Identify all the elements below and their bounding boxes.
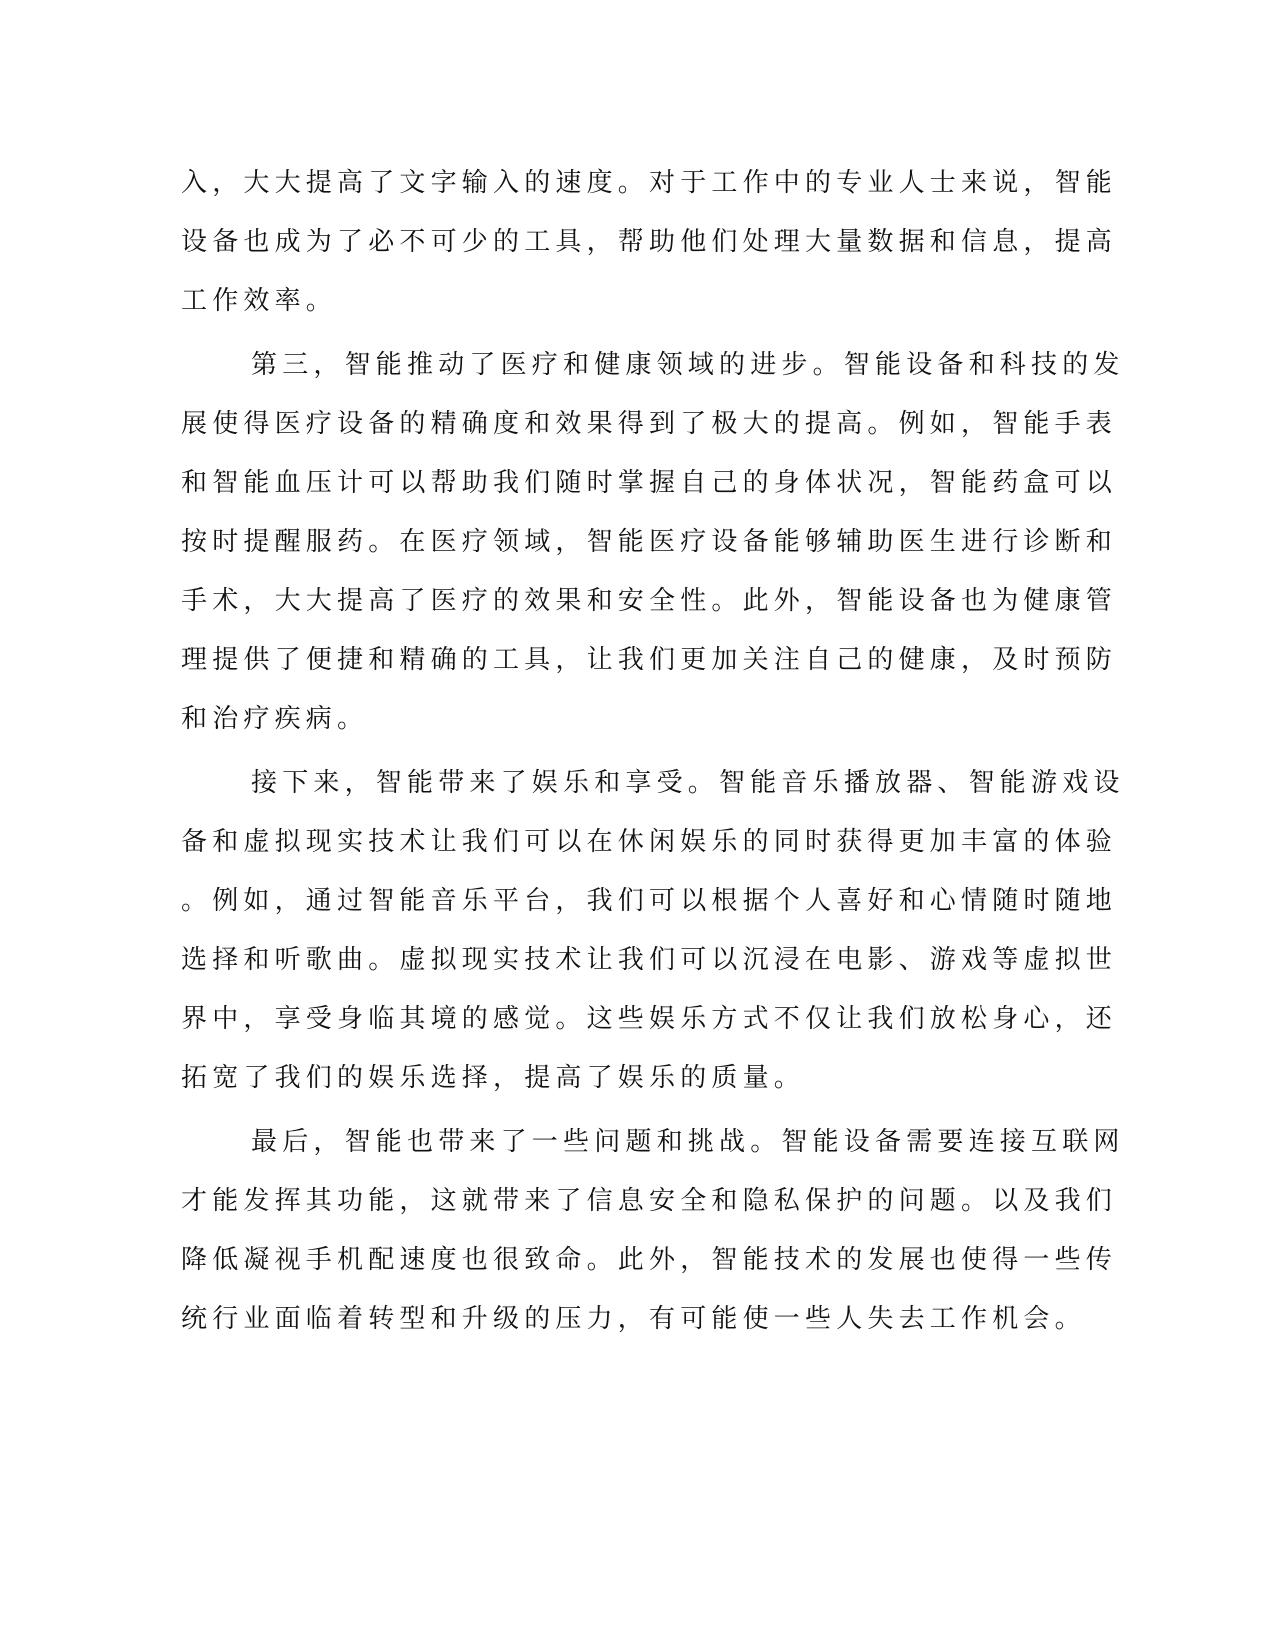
paragraph-medical bbox=[181, 336, 1125, 749]
text-line: 第三，智能推动了医疗和健康领域的进步。智能设备和科技的发 bbox=[251, 350, 1125, 380]
text-line: 理提供了便捷和精确的工具，让我们更加关注自己的健康，及时预防 bbox=[181, 645, 1118, 675]
text-line: 工作效率。 bbox=[181, 286, 338, 316]
text-line: 设备也成为了必不可少的工具，帮助他们处理大量数据和信息，提高 bbox=[181, 227, 1118, 257]
text-line: 界中，享受身临其境的感觉。这些娱乐方式不仅让我们放松身心，还 bbox=[181, 1004, 1118, 1034]
text-line: 按时提醒服药。在医疗领域，智能医疗设备能够辅助医生进行诊断和 bbox=[181, 527, 1118, 557]
text-line: 接下来，智能带来了娱乐和享受。智能音乐播放器、智能游戏设 bbox=[251, 768, 1125, 798]
text-line: 和治疗疾病。 bbox=[181, 704, 369, 734]
text-line: 最后，智能也带来了一些问题和挑战。智能设备需要连接互联网 bbox=[251, 1127, 1125, 1157]
document-body bbox=[181, 154, 1125, 1349]
text-line: 选择和听歌曲。虚拟现实技术让我们可以沉浸在电影、游戏等虚拟世 bbox=[181, 945, 1118, 975]
text-line: 统行业面临着转型和升级的压力，有可能使一些人失去工作机会。 bbox=[181, 1304, 1086, 1334]
paragraph-challenges bbox=[181, 1113, 1125, 1349]
text-line: 和智能血压计可以帮助我们随时掌握自己的身体状况，智能药盒可以 bbox=[181, 468, 1118, 498]
text-line: 手术，大大提高了医疗的效果和安全性。此外，智能设备也为健康管 bbox=[181, 586, 1118, 616]
text-line: 备和虚拟现实技术让我们可以在休闲娱乐的同时获得更加丰富的体验 bbox=[181, 827, 1118, 857]
text-line: 。例如，通过智能音乐平台，我们可以根据个人喜好和心情随时随地 bbox=[181, 886, 1118, 916]
text-line: 拓宽了我们的娱乐选择，提高了娱乐的质量。 bbox=[181, 1063, 806, 1093]
paragraph-entertainment bbox=[181, 754, 1125, 1108]
text-line: 才能发挥其功能，这就带来了信息安全和隐私保护的问题。以及我们 bbox=[181, 1186, 1118, 1216]
text-line: 降低凝视手机配速度也很致命。此外，智能技术的发展也使得一些传 bbox=[181, 1245, 1118, 1275]
text-line: 入，大大提高了文字输入的速度。对于工作中的专业人士来说，智能 bbox=[181, 168, 1118, 198]
text-line: 展使得医疗设备的精确度和效果得到了极大的提高。例如，智能手表 bbox=[181, 409, 1118, 439]
paragraph-work-tools bbox=[181, 154, 1118, 331]
